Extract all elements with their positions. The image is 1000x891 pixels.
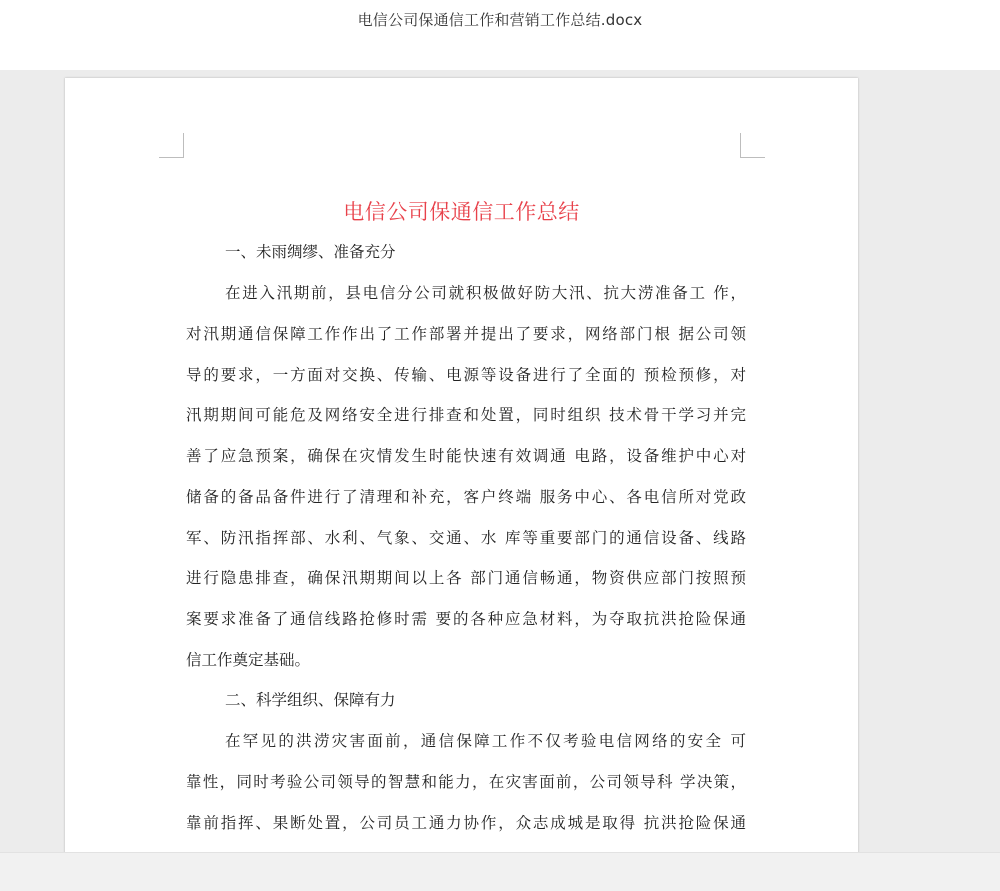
paragraph-line: 对汛期通信保障工作作出了工作部署并提出了要求，网络部门根 据公司领: [186, 325, 746, 343]
section-heading-1: 一、未雨绸缪、准备充分: [225, 243, 396, 261]
paragraph-line: 在罕见的洪涝灾害面前，通信保障工作不仅考验电信网络的安全 可: [225, 732, 746, 750]
paragraph-line: 导的要求，一方面对交换、传输、电源等设备进行了全面的 预检预修，对: [186, 366, 746, 384]
paragraph-line: 信工作奠定基础。: [186, 651, 311, 669]
paragraph-line: 靠前指挥、果断处置，公司员工通力协作，众志成城是取得 抗洪抢险保通: [186, 814, 746, 832]
paragraph-line: 在进入汛期前，县电信分公司就积极做好防大汛、抗大涝准备工 作，: [225, 284, 746, 302]
paragraph-line: 储备的备品备件进行了清理和补充，客户终端 服务中心、各电信所对党政: [186, 488, 746, 506]
paragraph-line: 善了应急预案，确保在灾情发生时能快速有效调通 电路，设备维护中心对: [186, 447, 746, 465]
paragraph-line: 汛期期间可能危及网络安全进行排查和处置，同时组织 技术骨干学习并完: [186, 406, 746, 424]
document-heading: 电信公司保通信工作总结: [343, 200, 580, 224]
paragraph-line: 案要求准备了通信线路抢修时需 要的各种应急材料，为夺取抗洪抢险保通: [186, 610, 746, 628]
margin-marker-top-left: [159, 133, 184, 158]
section-heading-2: 二、科学组织、保障有力: [225, 691, 396, 709]
bottom-bar: [0, 852, 1000, 891]
paragraph-line: 军、防汛指挥部、水利、气象、交通、水 库等重要部门的通信设备、线路: [186, 529, 746, 547]
paragraph-line: 进行隐患排查，确保汛期期间以上各 部门通信畅通，物资供应部门按照预: [186, 569, 746, 587]
paragraph-line: 靠性，同时考验公司领导的智慧和能力，在灾害面前，公司领导科 学决策，: [186, 773, 746, 791]
document-page: [65, 78, 858, 852]
document-filename: 电信公司保通信工作和营销工作总结.docx: [357, 11, 643, 29]
document-viewer[interactable]: [0, 70, 1000, 852]
margin-marker-top-right: [740, 133, 765, 158]
title-bar: [0, 0, 1000, 70]
